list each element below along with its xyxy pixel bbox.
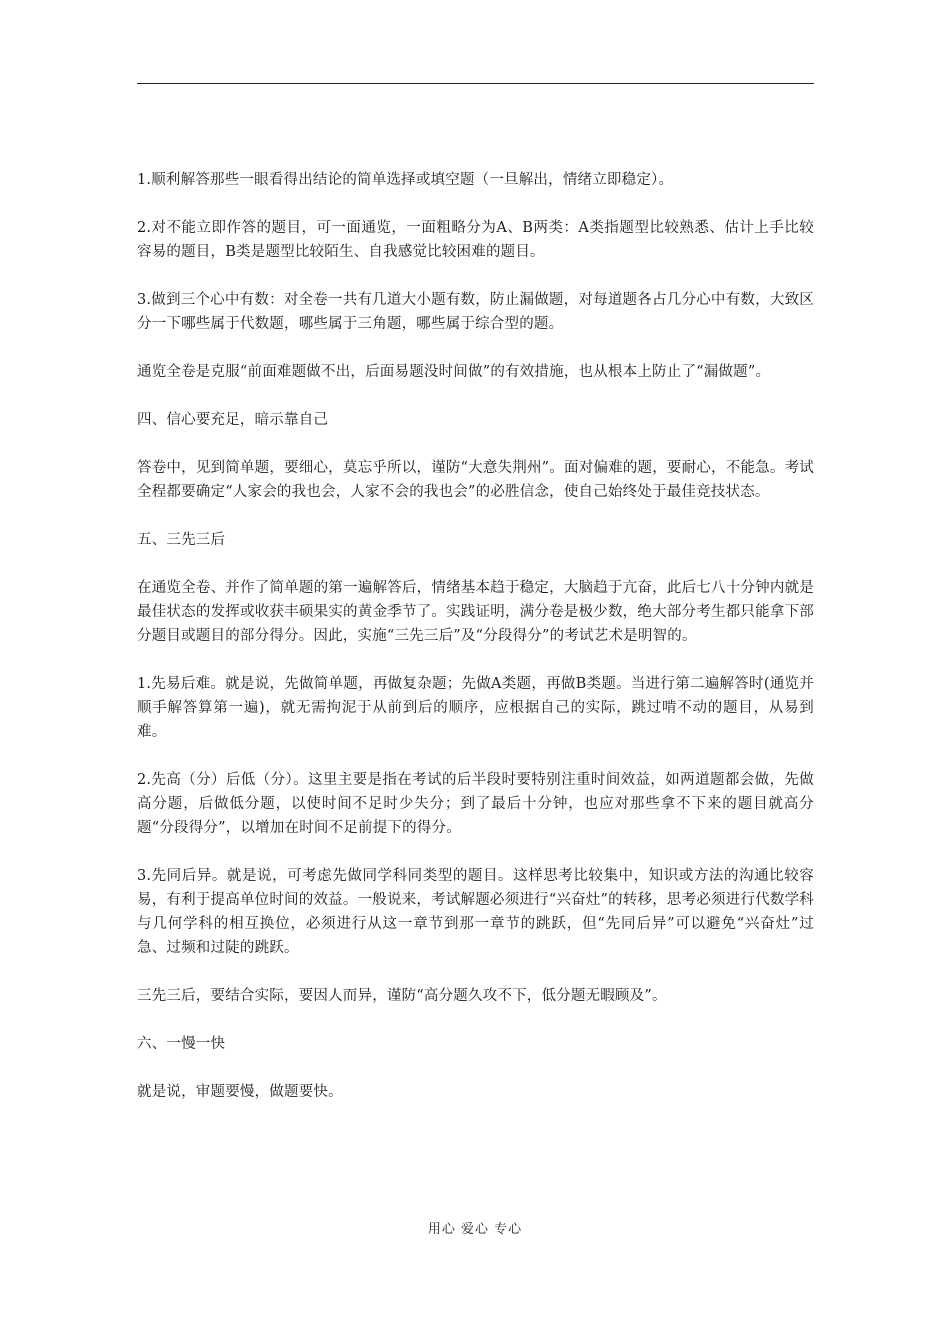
paragraph-tip-2: 2.对不能立即作答的题目，可一面通览，一面粗略分为A、B两类：A类指题型比较熟悉、估计上手比较容易的题目，B类是题型比较陌生、自我感觉比较困难的题目。	[137, 220, 814, 260]
document-body	[137, 168, 814, 1128]
section-heading-4: 四、信心要充足，暗示靠自己	[137, 412, 329, 428]
paragraph-same-before-different: 3.先同后异。就是说，可考虑先做同学科同类型的题目。这样思考比较集中，知识或方法的沟通比较容易，有利于提高单位时间的效益。一般说来，考试解题必须进行“兴奋灶”的转移，思考必须进行代数学科与几何学科的相互换位，必须进行从这一章节到那一章节的跳跃，但“先同后异”可以避免“兴奋灶”过急、过频和过陡的跳跃。	[137, 868, 814, 956]
paragraph-easy-before-hard: 1.先易后难。就是说，先做简单题，再做复杂题；先做A类题，再做B类题。当进行第二遍解答时(通览并顺手解答算第一遍)，就无需拘泥于从前到后的顺序，应根据自己的实际，跳过啃不动的题目，从易到难。	[137, 676, 814, 740]
paragraph-high-before-low: 2.先高（分）后低（分）。这里主要是指在考试的后半段时要特别注重时间效益，如两道题都会做，先做高分题，后做低分题，以使时间不足时少失分；到了最后十分钟，也应对那些拿不下来的题目就高分题“分段得分”，以增加在时间不足前提下的得分。	[137, 772, 814, 836]
header-rule	[137, 83, 814, 84]
section-heading-6: 六、一慢一快	[137, 1036, 226, 1052]
paragraph-three-first-intro: 在通览全卷、并作了简单题的第一遍解答后，情绪基本趋于稳定，大脑趋于亢奋，此后七八十分钟内就是最佳状态的发挥或收获丰硕果实的黄金季节了。实践证明，满分卷是极少数，绝大部分考生都只能拿下部分题目或题目的部分得分。因此，实施“三先三后”及“分段得分”的考试艺术是明智的。	[137, 580, 814, 644]
paragraph-overview-summary: 通览全卷是克服“前面难题做不出，后面易题没时间做”的有效措施，也从根本上防止了“漏做题”。	[137, 364, 771, 380]
paragraph-confidence: 答卷中，见到简单题，要细心，莫忘乎所以，谨防“大意失荆州”。面对偏难的题，要耐心，不能急。考试全程都要确定“人家会的我也会，人家不会的我也会”的必胜信念，使自己始终处于最佳竞技状态。	[137, 460, 814, 500]
section-heading-5: 五、三先三后	[137, 532, 226, 548]
paragraph-tip-1: 1.顺利解答那些一眼看得出结论的简单选择或填空题（一旦解出，情绪立即稳定）。	[137, 172, 674, 188]
paragraph-three-first-summary: 三先三后，要结合实际，要因人而异，谨防“高分题久攻不下，低分题无暇顾及”。	[137, 988, 667, 1004]
paragraph-tip-3: 3.做到三个心中有数：对全卷一共有几道大小题有数，防止漏做题，对每道题各占几分心中有数，大致区分一下哪些属于代数题，哪些属于三角题，哪些属于综合型的题。	[137, 292, 814, 332]
paragraph-slow-fast: 就是说，审题要慢，做题要快。	[137, 1084, 343, 1100]
page-footer: 用心 爱心 专心	[427, 1222, 523, 1237]
